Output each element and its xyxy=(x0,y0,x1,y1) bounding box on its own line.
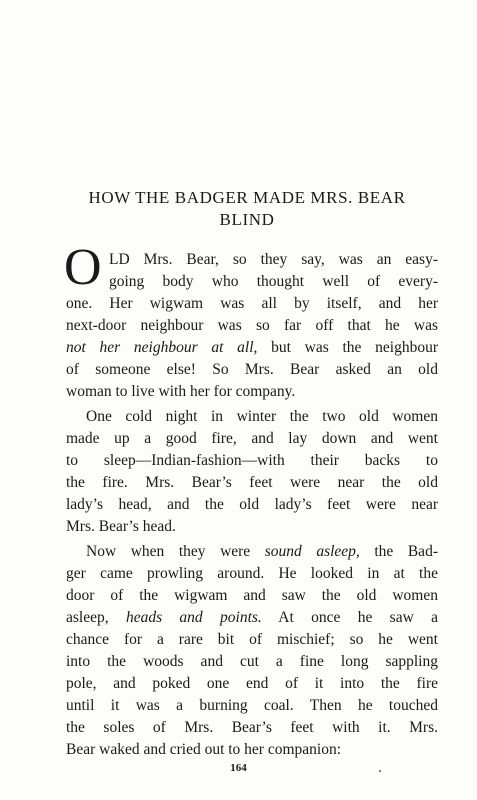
p3-line-4-pre: asleep, xyxy=(66,609,126,626)
p1-line-5 xyxy=(66,338,438,358)
p2-line-3: to sleep—Indian-fashion—with their backs to xyxy=(66,452,438,469)
p1-line-5-rest: but was the neighbour xyxy=(257,339,438,356)
print-speck xyxy=(379,770,381,772)
p3-line-1-post: the Bad- xyxy=(359,543,438,560)
p3-line-8: until it was a burning coal. Then he touched xyxy=(66,697,438,714)
p2-line-5: lady’s head, and the old lady’s feet were near xyxy=(66,496,438,513)
p3-line-5: chance for a rare bit of mischief; so he went xyxy=(66,631,438,648)
p2-line-1: One cold night in winter the two old women xyxy=(86,408,438,425)
p3-line-10: Bear waked and cried out to her companion: xyxy=(66,741,342,758)
p1-line-4: next-door neighbour was so far off that he was xyxy=(66,317,438,334)
p1-line-3: one. Her wigwam was all by itself, and her xyxy=(66,295,438,312)
p2-line-4: the fire. Mrs. Bear’s feet were near the old xyxy=(66,474,438,491)
p3-line-3: door of the wigwam and saw the old women xyxy=(66,587,438,604)
p3-line-4-italic: heads and points. xyxy=(125,609,262,626)
p3-line-4 xyxy=(66,608,438,628)
p3-line-2: ger came prowling around. He looked in at the xyxy=(66,565,438,582)
p1-line-2: going body who thought well of every- xyxy=(109,273,438,290)
p3-line-7: pole, and poked one end of it into the fire xyxy=(66,675,438,692)
p2-line-6: Mrs. Bear’s head. xyxy=(66,518,176,535)
chapter-title-line-1: HOW THE BADGER MADE MRS. BEAR xyxy=(88,188,406,207)
p1-line-6: of someone else! So Mrs. Bear asked an old xyxy=(66,361,438,378)
p1-line-1: LD Mrs. Bear, so they say, was an easy- xyxy=(109,251,438,268)
p2-line-2: made up a good fire, and lay down and went xyxy=(66,430,438,447)
drop-cap: O xyxy=(64,239,102,296)
p3-line-9: the soles of Mrs. Bear’s feet with it. Mrs. xyxy=(66,719,438,736)
chapter-title-line-2: BLIND xyxy=(219,210,275,229)
p3-line-1-italic: sound asleep, xyxy=(264,543,360,560)
p3-line-1-pre: Now when they were xyxy=(86,543,265,560)
page-number: 164 xyxy=(230,762,247,774)
p1-line-7: woman to live with her for company. xyxy=(66,383,296,400)
p3-line-1 xyxy=(86,542,438,562)
p3-line-6: into the woods and cut a fine long sappling xyxy=(66,653,438,670)
p3-line-4-post: At once he saw a xyxy=(261,609,438,626)
p1-line-5-italic: not her neighbour at all, xyxy=(66,339,258,356)
